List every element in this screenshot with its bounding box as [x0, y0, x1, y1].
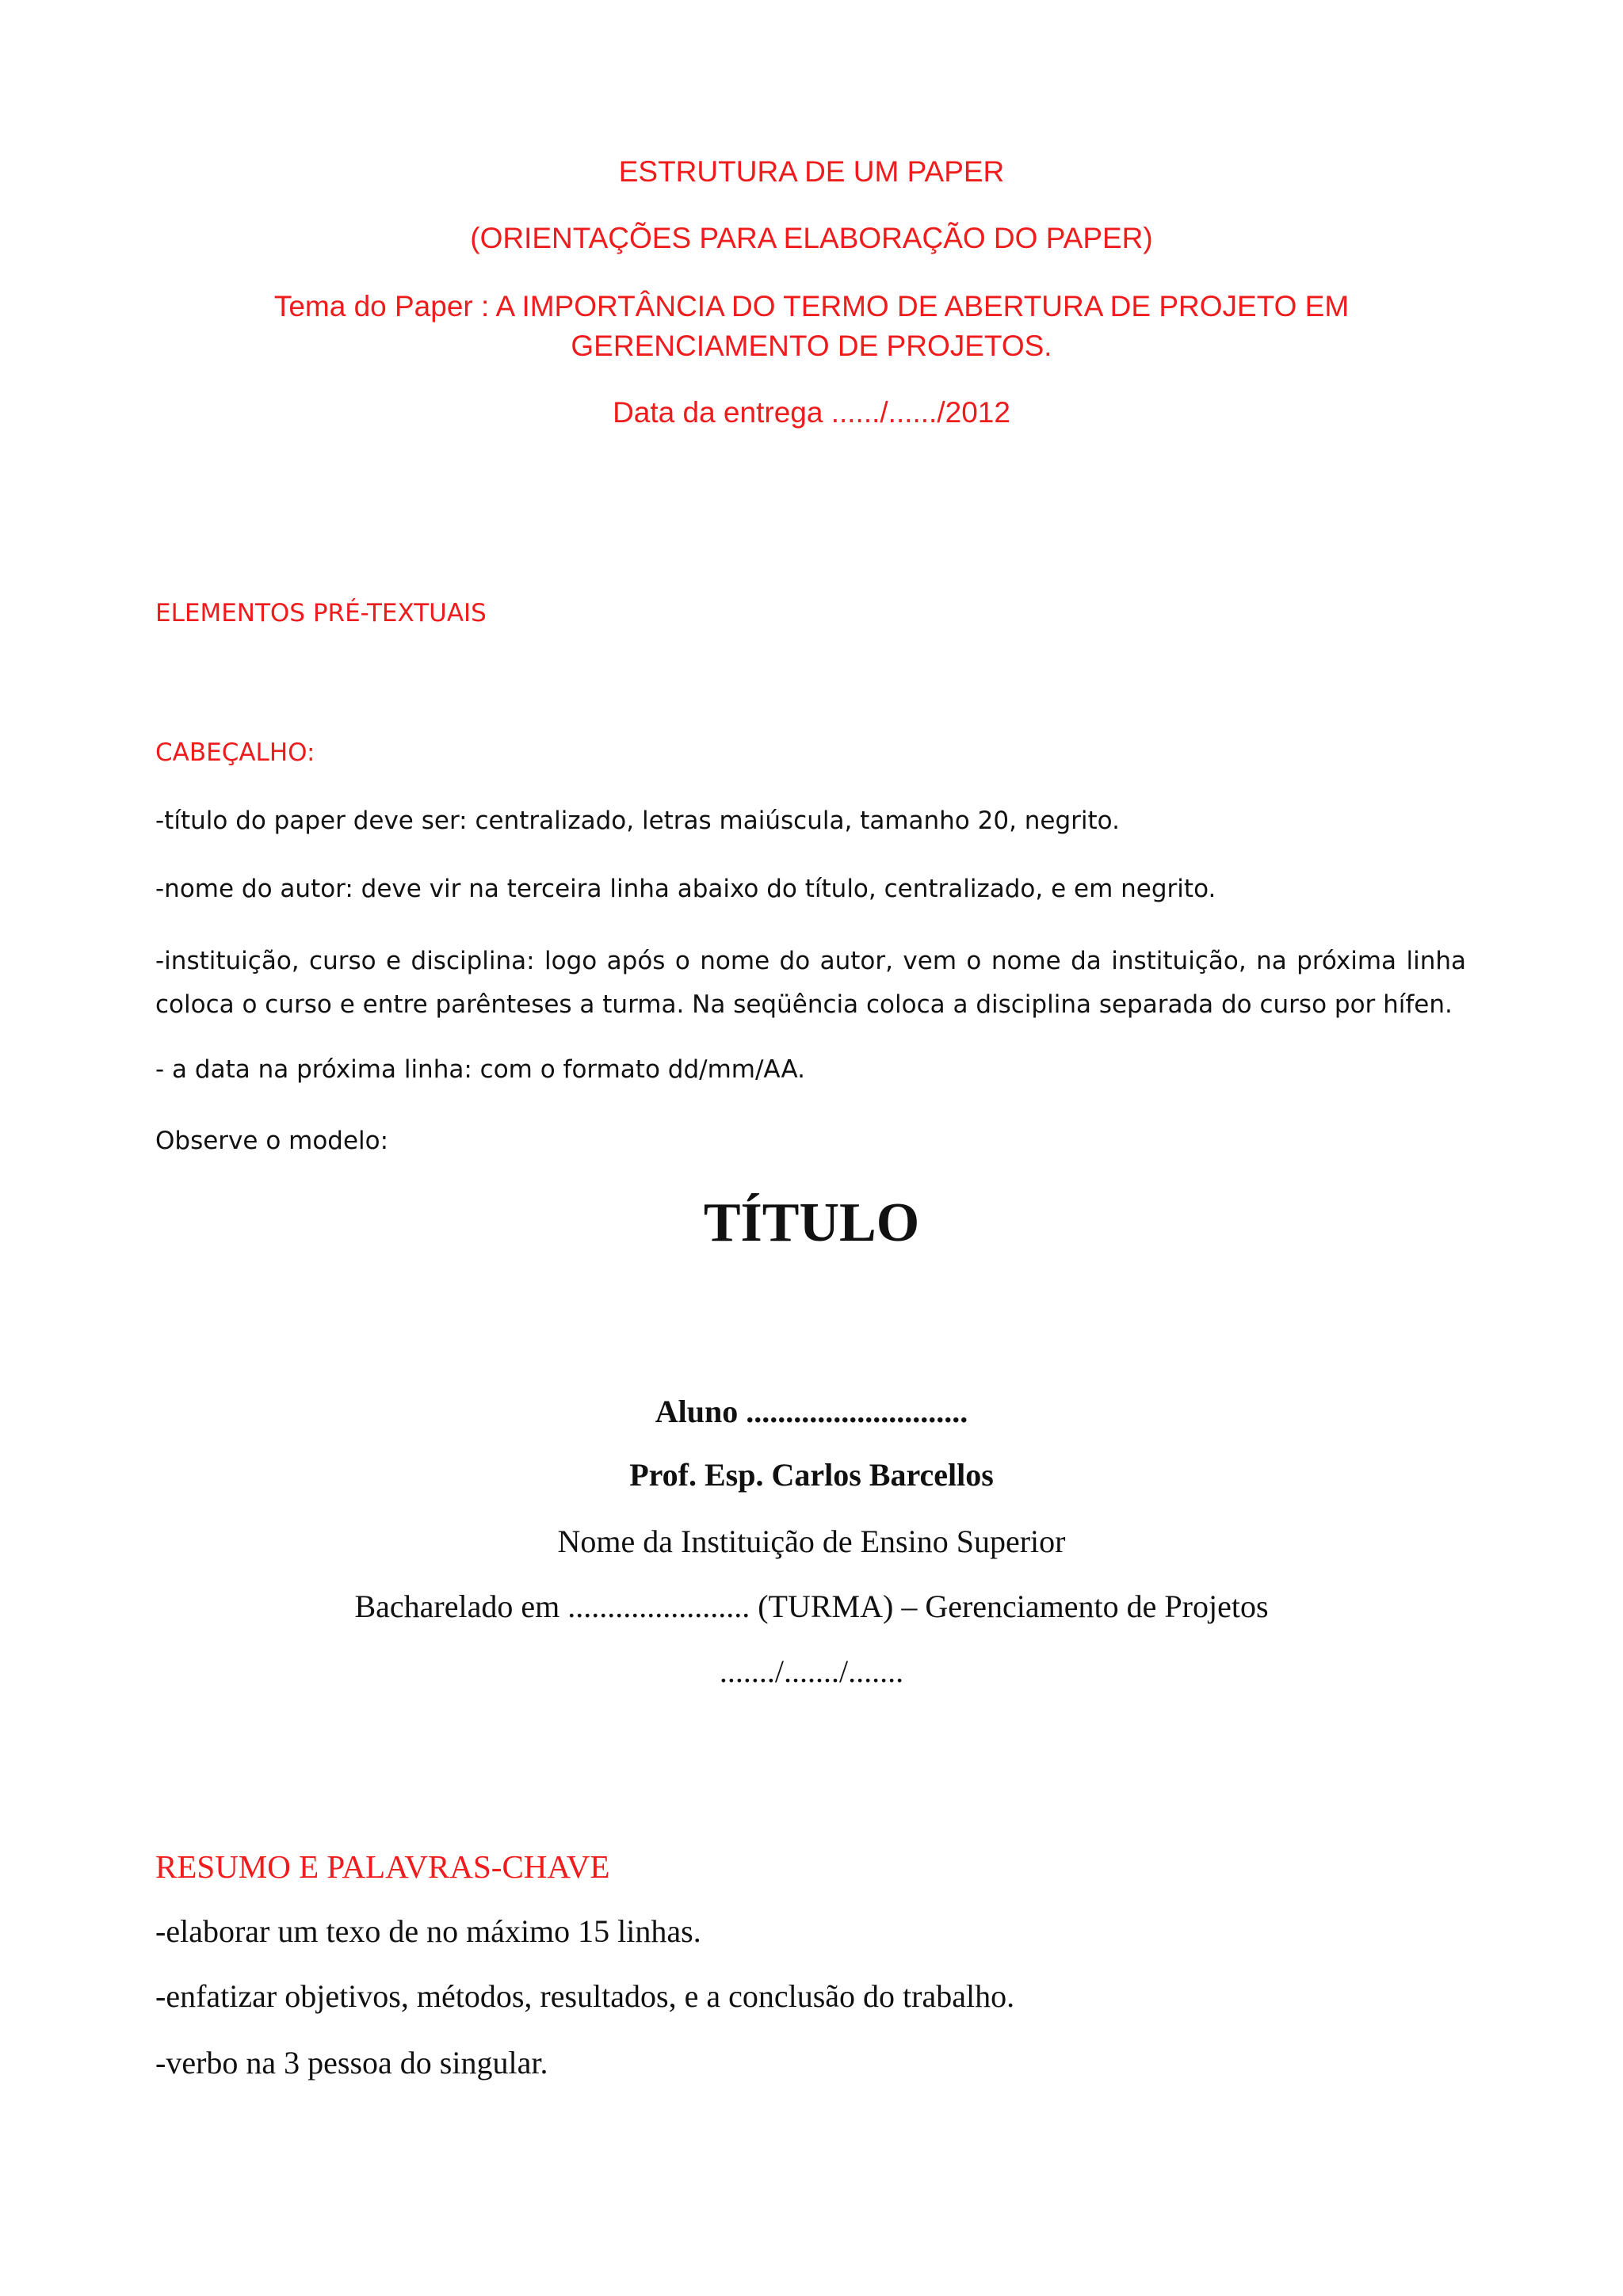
- model-institution: Nome da Instituição de Ensino Superior: [557, 1524, 1066, 1559]
- model-title: TÍTULO: [703, 1192, 920, 1253]
- model-date: ......./......./.......: [719, 1653, 904, 1689]
- cabecalho-item-date: - a data na próxima linha: com o formato dd/mm/AA.: [155, 1055, 806, 1084]
- cabecalho-item-author: -nome do autor: deve vir na terceira linha abaixo do título, centralizado, e em negrito.: [155, 875, 1216, 903]
- doc-subtitle: (ORIENTAÇÕES PARA ELABORAÇÃO DO PAPER): [470, 222, 1153, 254]
- cabecalho-item-title: -título do paper deve ser: centralizado, letras maiúscula, tamanho 20, negrito.: [155, 807, 1120, 835]
- observe-model: Observe o modelo:: [155, 1127, 389, 1155]
- resumo-heading: RESUMO E PALAVRAS-CHAVE: [155, 1848, 610, 1885]
- resumo-item: -elaborar um texo de no máximo 15 linhas.: [155, 1913, 701, 1949]
- model-course: Bacharelado em ....................... (TURMA) – Gerenciamento de Projetos: [354, 1589, 1269, 1624]
- pretextual-heading: ELEMENTOS PRÉ-TEXTUAIS: [155, 599, 487, 627]
- resumo-item: -enfatizar objetivos, métodos, resultados, e a conclusão do trabalho.: [155, 1978, 1015, 2014]
- cabecalho-item-institution: -instituição, curso e disciplina: logo após o nome do autor, vem o nome da instituição, na próxima linha coloca o curso e entre parênteses a turma. Na seqüência coloca a disciplina separada do curso por hífen.: [155, 947, 1466, 1019]
- resumo-item: -verbo na 3 pessoa do singular.: [155, 2045, 548, 2081]
- theme-line-2: GERENCIAMENTO DE PROJETOS.: [571, 330, 1052, 362]
- theme-line-1: Tema do Paper : A IMPORTÂNCIA DO TERMO DE ABERTURA DE PROJETO EM: [273, 290, 1350, 322]
- cabecalho-heading: CABEÇALHO:: [155, 738, 315, 767]
- model-professor: Prof. Esp. Carlos Barcellos: [629, 1457, 994, 1493]
- model-student: Aluno ............................: [655, 1394, 968, 1429]
- delivery-date: Data da entrega ....../....../2012: [613, 396, 1010, 429]
- doc-title: ESTRUTURA DE UM PAPER: [618, 155, 1005, 188]
